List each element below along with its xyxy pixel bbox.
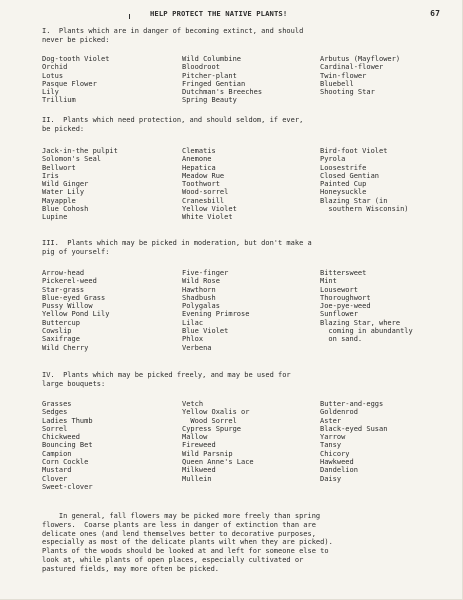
- plant-name: Hepatica: [182, 163, 216, 172]
- plant-name: Shooting Star: [320, 88, 375, 97]
- plant-name: Grasses: [42, 400, 72, 408]
- plant-name: Blue-eyed Grass: [42, 293, 106, 302]
- plant-name: Queen Anne's Lace: [182, 458, 254, 467]
- plant-name: Mint: [320, 277, 337, 286]
- plant-name: Wild Parsnip: [182, 449, 233, 458]
- plant-name: Star-grass: [42, 285, 85, 294]
- plant-name: Twin-flower: [320, 71, 367, 80]
- plant-name: Shadbush: [182, 293, 216, 302]
- plant-name: Arbutus (Mayflower): [320, 55, 401, 63]
- plant-name: Sweet-clover: [42, 482, 93, 491]
- plant-name: Thoroughwort: [320, 293, 371, 302]
- plant-name: Fringed Gentian: [182, 79, 246, 88]
- plant-name: Wild Ginger: [42, 180, 89, 189]
- plant-name: Painted Cup: [320, 180, 367, 189]
- section-2-heading: II. Plants which need protection, and should seldom, if ever, be picked:: [42, 116, 304, 133]
- plant-name: Bluebell: [320, 79, 354, 88]
- plant-name: Lotus: [42, 71, 64, 80]
- page-title: HELP PROTECT THE NATIVE PLANTS!: [150, 9, 288, 18]
- plant-name: Solomon's Seal: [42, 155, 102, 164]
- plant-name: Yellow Oxalis or: [182, 408, 250, 417]
- plant-name: Evening Primrose: [182, 310, 250, 319]
- plant-name: Blazing Star (in: [320, 196, 388, 205]
- plant-name: Yellow Violet: [182, 205, 237, 214]
- plant-name: Mallow: [182, 433, 208, 442]
- plant-name: Cypress Spurge: [182, 424, 242, 433]
- closing-paragraph: In general, fall flowers may be picked more freely than spring flowers. Coarse plants are less in danger of extinction than are delicate ones (and lend themselves better to decorative purposes, especially as most of the delicate plants wilt when they are picked). Plants of the woods should be looked at and left for someone else to look at, while plants of open places, especially cultivated or pastured fields, may more often be picked.: [42, 512, 333, 573]
- plant-name: Jack-in-the pulpit: [42, 147, 118, 155]
- plant-name: Buttercup: [42, 318, 80, 327]
- plant-name: Butter-and-eggs: [320, 400, 384, 408]
- plant-name: Corn Cockle: [42, 458, 89, 467]
- plant-name: Sedges: [42, 408, 68, 417]
- plant-name: Honeysuckle: [320, 188, 367, 197]
- plant-name: Pasque Flower: [42, 79, 97, 88]
- pen-mark: [129, 14, 130, 19]
- plant-name: Sorrel: [42, 424, 68, 433]
- plant-name: Lilac: [182, 318, 204, 327]
- plant-name: Dutchman's Breeches: [182, 88, 263, 97]
- section-4-column-2: [182, 400, 254, 483]
- plant-name: Bouncing Bet: [42, 441, 93, 450]
- plant-name: Aster: [320, 416, 342, 425]
- section-2-column-1: [42, 147, 118, 222]
- plant-name: Meadow Rue: [182, 171, 225, 180]
- section-3-column-2: [182, 269, 249, 352]
- plant-name: Trillium: [42, 96, 76, 105]
- plant-name: Vetch: [182, 400, 204, 408]
- plant-name: Polygalas: [182, 302, 220, 311]
- section-1-column-1: [42, 55, 109, 105]
- plant-name: Bloodroot: [182, 63, 220, 72]
- section-3-column-1: [42, 269, 109, 352]
- plant-name: Dog-tooth Violet: [42, 55, 110, 63]
- section-4-column-1: [42, 400, 93, 491]
- plant-name: Water Lily: [42, 188, 85, 197]
- plant-name: Clover: [42, 474, 68, 483]
- section-2-column-2: [182, 147, 237, 222]
- plant-name: Blazing Star, where: [320, 318, 401, 327]
- plant-name: Cardinal-flower: [320, 63, 384, 72]
- plant-name: Lily: [42, 88, 59, 97]
- plant-name: Wood-sorrel: [182, 188, 229, 197]
- plant-name: Chicory: [320, 449, 350, 458]
- page-number: 67: [430, 9, 440, 18]
- plant-name: White Violet: [182, 213, 233, 222]
- plant-name: Pickerel-weed: [42, 277, 97, 286]
- plant-name: Blue Violet: [182, 327, 229, 336]
- plant-name: Anemone: [182, 155, 212, 164]
- plant-name: Daisy: [320, 474, 342, 483]
- section-4-heading: IV. Plants which may be picked freely, and may be used for large bouquets:: [42, 371, 291, 388]
- section-3-column-3: [320, 269, 413, 344]
- plant-name: Five-finger: [182, 269, 229, 277]
- plant-name: Wild Columbine: [182, 55, 242, 63]
- plant-name: Tansy: [320, 441, 342, 450]
- section-1-heading: I. Plants which are in danger of becoming extinct, and should never be picked:: [42, 27, 304, 44]
- section-4-column-3: [320, 400, 387, 483]
- plant-name: Wild Cherry: [42, 343, 89, 352]
- plant-name: southern Wisconsin): [320, 205, 409, 214]
- plant-name: Saxifrage: [42, 335, 80, 344]
- plant-name: coming in abundantly: [320, 327, 413, 336]
- plant-name: Lousewort: [320, 285, 358, 294]
- section-1-column-2: [182, 55, 262, 105]
- plant-name: Verbena: [182, 343, 212, 352]
- plant-name: Wood Sorrel: [182, 416, 237, 425]
- plant-name: Bittersweet: [320, 269, 367, 277]
- plant-name: Goldenrod: [320, 408, 358, 417]
- plant-name: Pyrola: [320, 155, 346, 164]
- section-1-column-3: [320, 55, 400, 96]
- plant-name: Blue Cohosh: [42, 205, 89, 214]
- plant-name: Bird-foot Violet: [320, 147, 388, 155]
- plant-name: Pussy Willow: [42, 302, 93, 311]
- section-2-column-3: [320, 147, 409, 213]
- plant-name: Mayapple: [42, 196, 76, 205]
- plant-name: Hawthorn: [182, 285, 216, 294]
- section-3-heading: III. Plants which may be picked in moderation, but don't make a pig of yourself:: [42, 239, 312, 256]
- plant-name: Clematis: [182, 147, 216, 155]
- plant-name: Yellow Pond Lily: [42, 310, 110, 319]
- plant-name: Arrow-head: [42, 269, 85, 277]
- page-header: [150, 9, 450, 21]
- plant-name: Black-eyed Susan: [320, 424, 388, 433]
- plant-name: Milkweed: [182, 466, 216, 475]
- plant-name: Yarrow: [320, 433, 346, 442]
- plant-name: Mustard: [42, 466, 72, 475]
- plant-name: Phlox: [182, 335, 204, 344]
- plant-name: Dandelion: [320, 466, 358, 475]
- plant-name: Iris: [42, 171, 59, 180]
- plant-name: Bellwort: [42, 163, 76, 172]
- plant-name: Pitcher-plant: [182, 71, 237, 80]
- plant-name: Ladies Thumb: [42, 416, 93, 425]
- plant-name: Toothwort: [182, 180, 220, 189]
- plant-name: Orchid: [42, 63, 68, 72]
- plant-name: Hawkweed: [320, 458, 354, 467]
- plant-name: Fireweed: [182, 441, 216, 450]
- plant-name: Loosestrife: [320, 163, 367, 172]
- plant-name: Mullein: [182, 474, 212, 483]
- plant-name: Sunflower: [320, 310, 358, 319]
- plant-name: Lupine: [42, 213, 68, 222]
- plant-name: Wild Rose: [182, 277, 220, 286]
- plant-name: Spring Beauty: [182, 96, 237, 105]
- plant-name: Campion: [42, 449, 72, 458]
- plant-name: on sand.: [320, 335, 363, 344]
- plant-name: Chickweed: [42, 433, 80, 442]
- plant-name: Joe-pye-weed: [320, 302, 371, 311]
- plant-name: Cranesbill: [182, 196, 225, 205]
- plant-name: Cowslip: [42, 327, 72, 336]
- plant-name: Closed Gentian: [320, 171, 380, 180]
